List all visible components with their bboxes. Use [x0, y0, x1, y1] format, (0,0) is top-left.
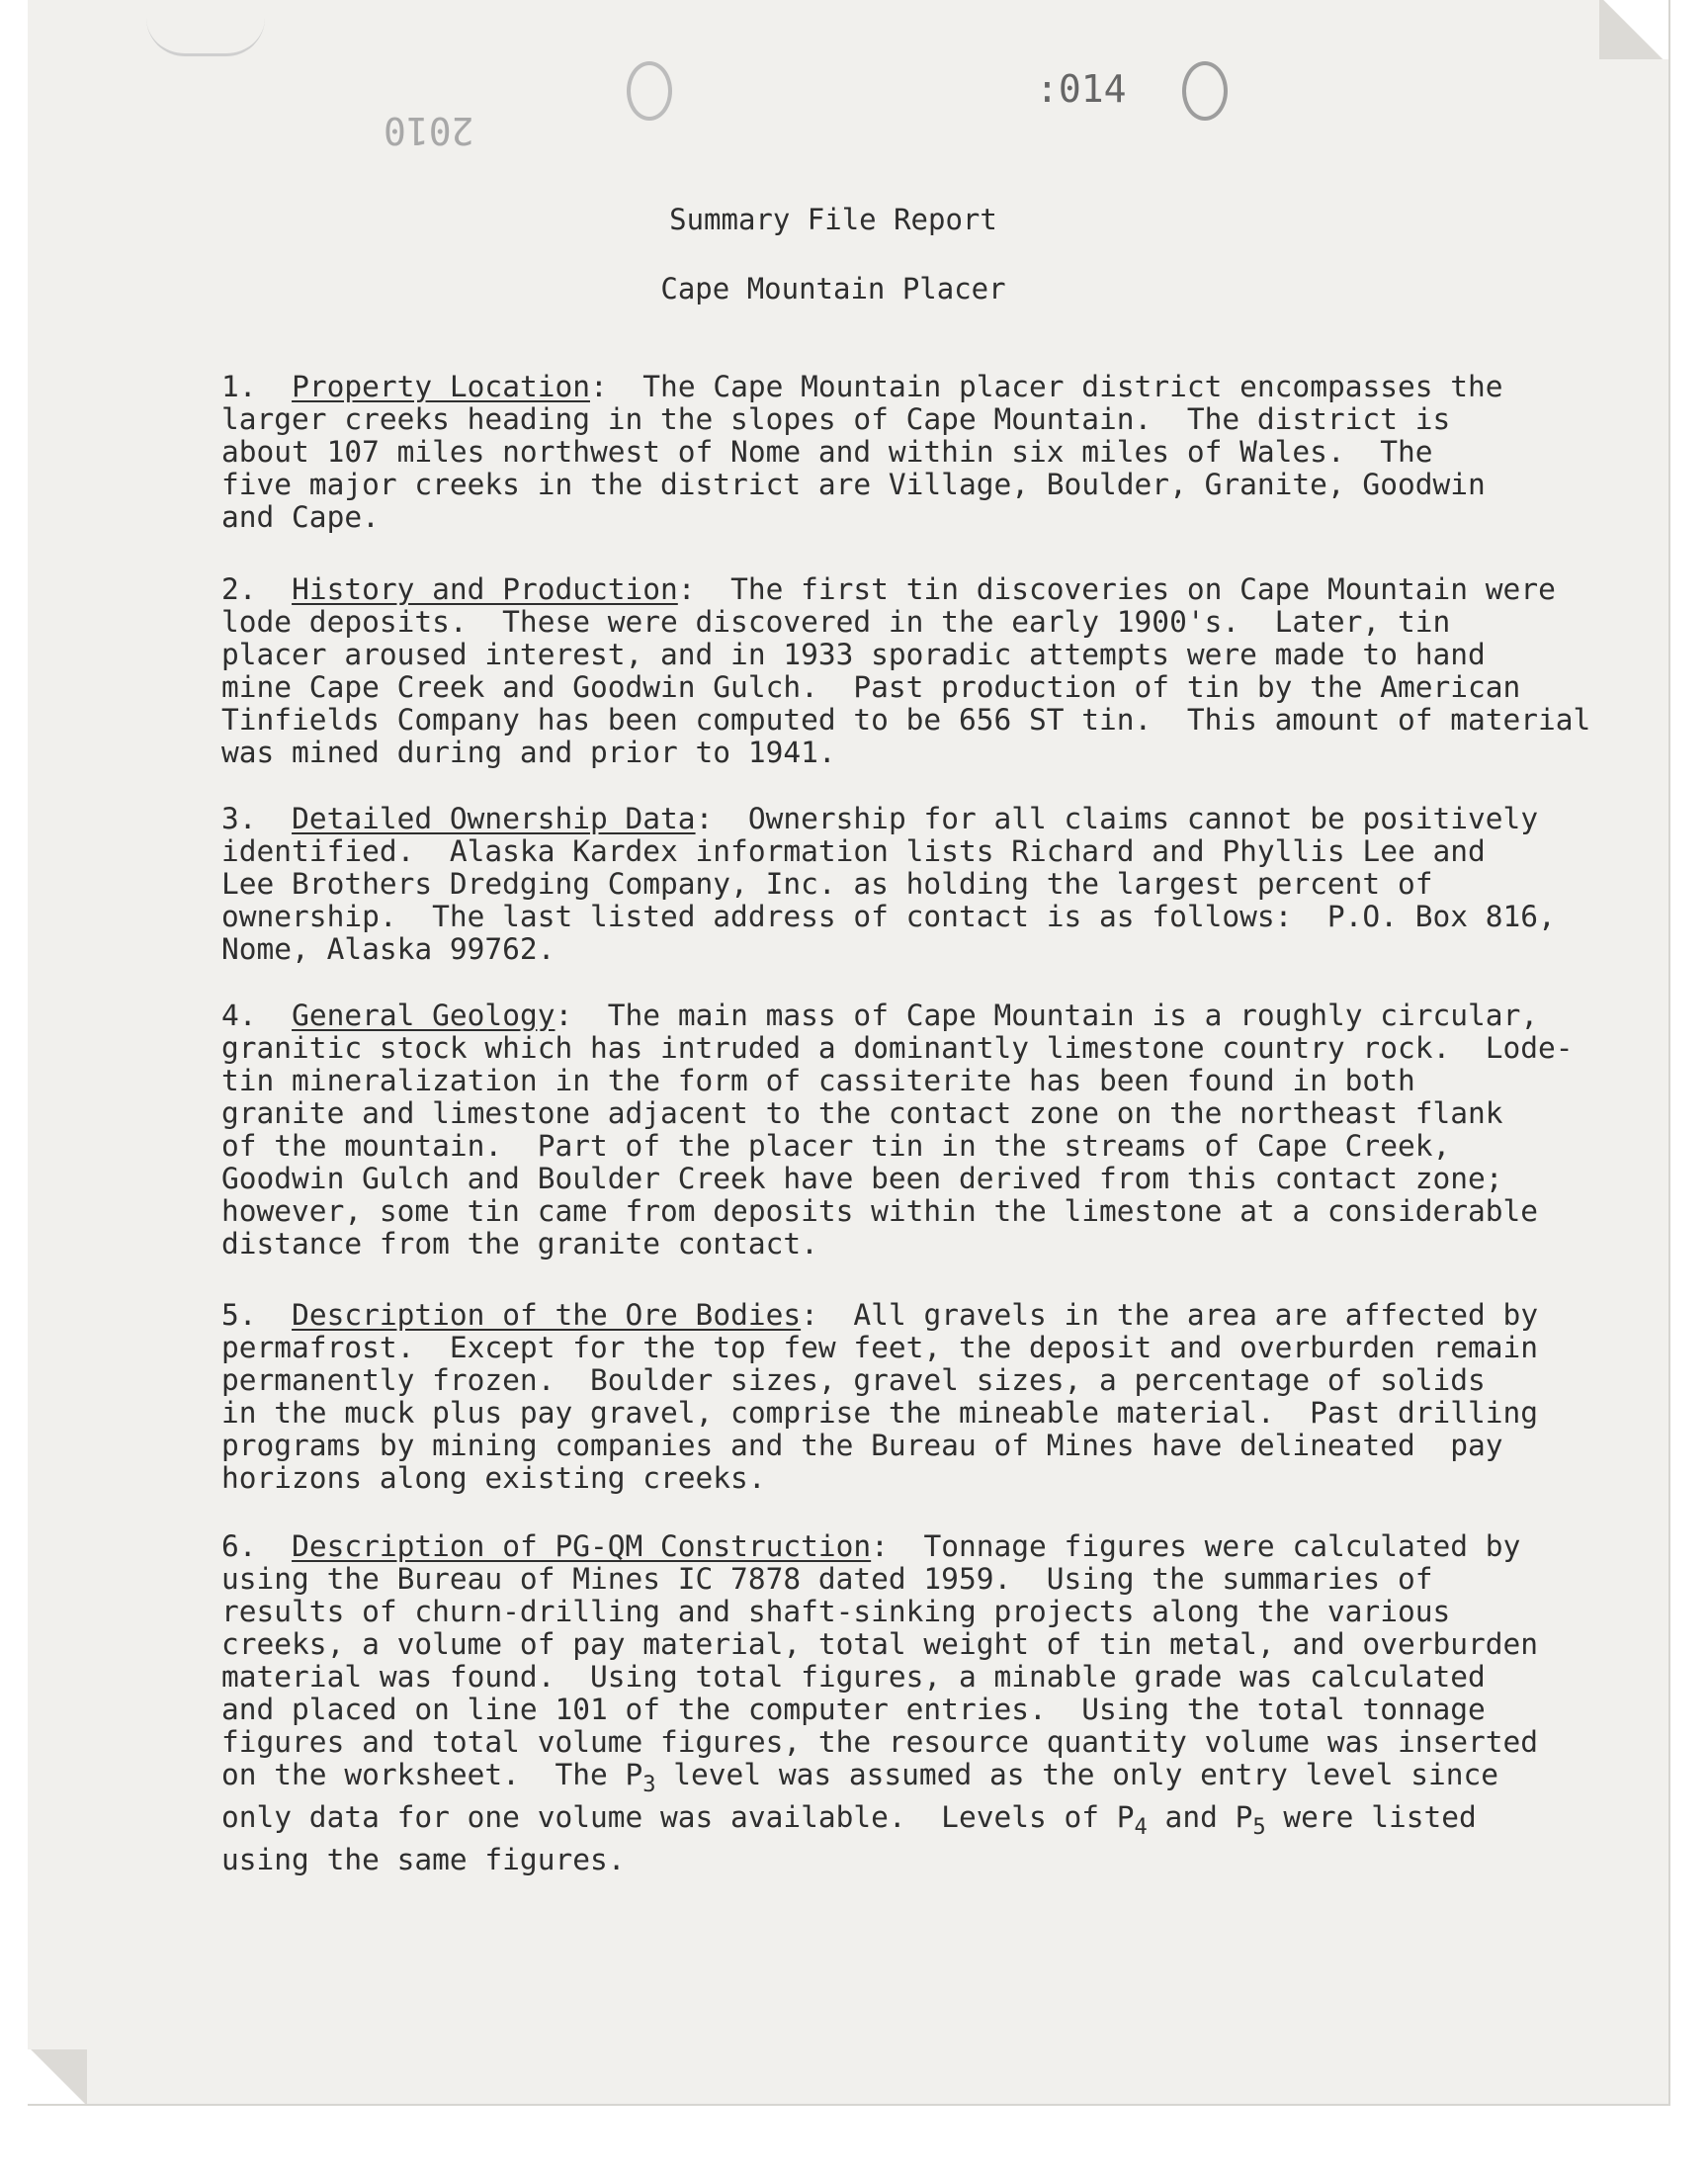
section-line: The Cape Mountain placer district encompasses the — [642, 370, 1503, 403]
section-line: horizons along existing creeks. — [221, 1461, 766, 1495]
file-stamp-right: :014 — [1036, 67, 1127, 111]
document-page — [28, 0, 1670, 2106]
section-line: was mined during and prior to 1941. — [221, 736, 836, 769]
section-history-production: 2. History and Production: The first tin discoveries on Cape Mountain were lode deposits. These were discovered in the early 1900's. Later, tin placer aroused interest, and in 1933 sporadic attempts were made to hand mine Cape Creek and Goodwin Gulch. Past production of tin by the American Tinfields Company has been computed to be 656 ST tin. This amount of material was mined during and prior to 1941. — [221, 572, 1591, 769]
section-line: All gravels in the area are affected by — [853, 1298, 1539, 1332]
page-corner-fold — [1599, 0, 1668, 59]
section-line: The first tin discoveries on Cape Mountain were — [730, 572, 1556, 606]
section-line: level was assumed as the only entry level since — [655, 1758, 1499, 1791]
section-line: results of churn-drilling and shaft-sinking projects along the various — [221, 1595, 1451, 1628]
section-number: 4. — [221, 999, 257, 1032]
section-line: and Cape. — [221, 500, 380, 534]
section-line: only data for one volume was available. Levels of P — [221, 1799, 1135, 1834]
section-line: of the mountain. Part of the placer tin in the streams of Cape Creek, — [221, 1129, 1451, 1163]
report-subtitle: Cape Mountain Placer — [660, 272, 1006, 305]
section-line: about 107 miles northwest of Nome and within six miles of Wales. The — [221, 435, 1433, 469]
section-line: and placed on line 101 of the computer entries. Using the total tonnage — [221, 1693, 1486, 1726]
subscript: 5 — [1252, 1814, 1266, 1840]
section-line: in the muck plus pay gravel, comprise the mineable material. Past drilling — [221, 1396, 1539, 1430]
section-line: Lee Brothers Dredging Company, Inc. as holding the largest percent of — [221, 867, 1433, 901]
section-heading: Description of PG-QM Construction — [292, 1529, 872, 1563]
punch-hole — [627, 61, 672, 121]
section-line: identified. Alaska Kardex information lists Richard and Phyllis Lee and — [221, 834, 1486, 868]
section-line: larger creeks heading in the slopes of Cape Mountain. The district is — [221, 402, 1451, 436]
section-line: using the same figures. — [221, 1842, 626, 1876]
section-ore-bodies: 5. Description of the Ore Bodies: All gravels in the area are affected by permafrost. Except for the top few feet, the deposit and overburden remain permanently frozen. Boulder sizes, gravel sizes, a percentage of solids in the muck plus pay gravel, comprise the mineable material. Past drilling programs by mining companies and the Bureau of Mines have delineated pay horizons along existing creeks. — [221, 1298, 1539, 1495]
section-line: placer aroused interest, and in 1933 sporadic attempts were made to hand — [221, 638, 1486, 671]
section-number: 2. — [221, 572, 257, 606]
section-line: Tonnage figures were calculated by — [923, 1529, 1521, 1563]
section-line: permanently frozen. Boulder sizes, gravel sizes, a percentage of solids — [221, 1363, 1486, 1397]
section-number: 6. — [221, 1529, 257, 1563]
section-general-geology: 4. General Geology: The main mass of Cape Mountain is a roughly circular, granitic stock which has intruded a dominantly limestone country rock. Lode- tin mineralization in the form of cassiterite has been found in both granite and limestone adjacent to the contact zone on the northeast flank of the mountain. Part of the placer tin in the streams of Cape Creek, Goodwin Gulch and Boulder Creek have been derived from this contact zone; however, some tin came from deposits within the limestone at a considerable distance from the granite contact. — [221, 999, 1574, 1261]
section-heading: Property Location — [292, 370, 590, 403]
section-line: tin mineralization in the form of cassiterite has been found in both — [221, 1064, 1415, 1097]
section-line: Tinfields Company has been computed to be 656 ST tin. This amount of material — [221, 703, 1591, 737]
section-heading: Description of the Ore Bodies — [292, 1298, 802, 1332]
section-line: using the Bureau of Mines IC 7878 dated 1959. Using the summaries of — [221, 1562, 1433, 1596]
section-line: permafrost. Except for the top few feet, the deposit and overburden remain — [221, 1331, 1539, 1364]
section-line: Nome, Alaska 99762. — [221, 932, 555, 966]
section-line: figures and total volume figures, the resource quantity volume was inserted — [221, 1725, 1539, 1759]
section-property-location: 1. Property Location: The Cape Mountain placer district encompasses the larger creeks heading in the slopes of Cape Mountain. The district is about 107 miles northwest of Nome and within six miles of Wales. The five major creeks in the district are Village, Boulder, Granite, Goodwin and Cape. — [221, 370, 1503, 534]
section-number: 3. — [221, 802, 257, 835]
section-number: 5. — [221, 1298, 257, 1332]
section-ownership-data: 3. Detailed Ownership Data: Ownership for all claims cannot be positively identified. Alaska Kardex information lists Richard and Phyllis Lee and Lee Brothers Dredging Company, Inc. as holding the largest percent of ownership. The last listed address of contact is as follows: P.O. Box 816, Nome, Alaska 99762. — [221, 802, 1556, 966]
section-line: however, some tin came from deposits within the limestone at a considerable — [221, 1194, 1539, 1228]
section-line: lode deposits. These were discovered in the early 1900's. Later, tin — [221, 605, 1451, 639]
section-line: ownership. The last listed address of contact is as follows: P.O. Box 816, — [221, 900, 1556, 933]
section-line: mine Cape Creek and Goodwin Gulch. Past production of tin by the American — [221, 670, 1521, 704]
subscript: 3 — [642, 1772, 656, 1797]
scan-smudge — [146, 18, 265, 56]
section-line: were listed — [1265, 1799, 1477, 1834]
section-line: distance from the granite contact. — [221, 1227, 818, 1261]
subscript: 4 — [1134, 1814, 1148, 1840]
section-pgqm-construction: 6. Description of PG-QM Construction: Tonnage figures were calculated by using the Bureau of Mines IC 7878 dated 1959. Using the summaries of results of churn-drilling and shaft-sinking projects along the various creeks, a volume of pay material, total weight of tin metal, and overburden material was found. Using total figures, a minable grade was calculated and placed on line 101 of the computer entries. Using the total tonnage figures and total volume figures, the resource quantity volume was inserted on the worksheet. The $P_3$ level was assumed as the only entry level since only data for one volume was available. Levels of $P_4$ and $P_5$ were listed using the same figures. — [221, 1529, 1539, 1876]
punch-hole — [1182, 61, 1228, 121]
section-line: granite and limestone adjacent to the contact zone on the northeast flank — [221, 1096, 1503, 1130]
section-heading: Detailed Ownership Data — [292, 802, 696, 835]
section-line: on the worksheet. The P — [221, 1758, 643, 1791]
file-stamp-left: 2010 — [384, 109, 474, 152]
section-line: programs by mining companies and the Bureau of Mines have delineated pay — [221, 1429, 1503, 1462]
section-line: The main mass of Cape Mountain is a roughly circular, — [607, 999, 1539, 1032]
section-line: and P — [1147, 1799, 1253, 1834]
report-title: Summary File Report — [669, 203, 997, 236]
section-line: granitic stock which has intruded a dominantly limestone country rock. Lode- — [221, 1031, 1574, 1065]
section-line: five major creeks in the district are Village, Boulder, Granite, Goodwin — [221, 468, 1486, 501]
section-line: material was found. Using total figures, a minable grade was calculated — [221, 1660, 1486, 1694]
section-heading: History and Production — [292, 572, 678, 606]
section-line: Ownership for all claims cannot be positively — [747, 802, 1539, 835]
section-number: 1. — [221, 370, 257, 403]
section-line: creeks, a volume of pay material, total weight of tin metal, and overburden — [221, 1627, 1539, 1661]
page-corner-fold — [28, 2049, 87, 2104]
section-heading: General Geology — [292, 999, 555, 1032]
section-line: Goodwin Gulch and Boulder Creek have been derived from this contact zone; — [221, 1162, 1503, 1195]
